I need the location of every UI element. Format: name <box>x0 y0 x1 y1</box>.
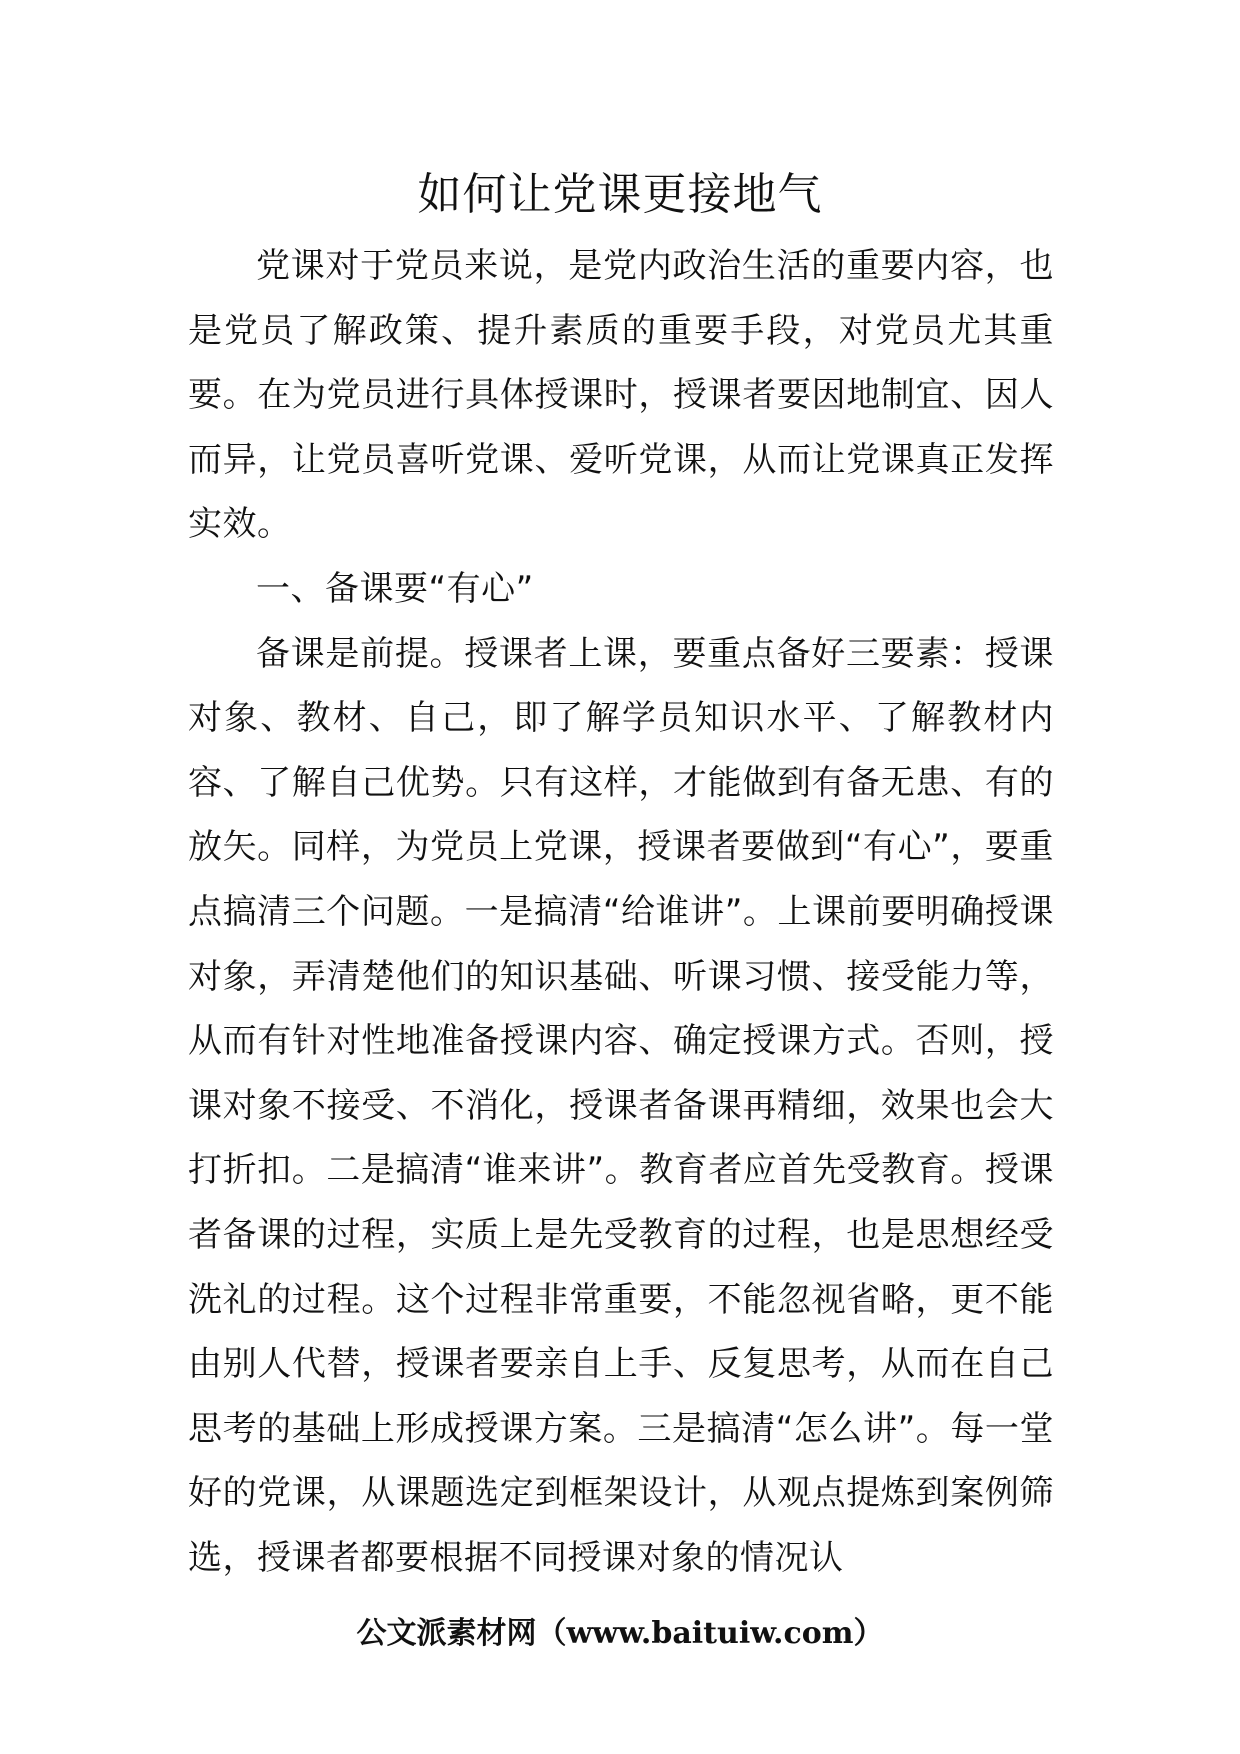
document-body <box>188 234 1054 1590</box>
document-title: 如何让党课更接地气 <box>417 169 823 220</box>
section-heading: 一、备课要“有心” <box>256 568 534 609</box>
intro-paragraph: 党课对于党员来说，是党内政治生活的重要内容，也是党员了解政策、提升素质的重要手段，对党员尤其重要。在为党员进行具体授课时，授课者要因地制宜、因人而异，让党员喜听党课、爱听党课，从而让党课真正发挥实效。 <box>188 246 1054 545</box>
body-paragraph: 备课是前提。授课者上课，要重点备好三要素：授课对象、教材、自己，即了解学员知识水平、了解教材内容、了解自己优势。只有这样，才能做到有备无患、有的放矢。同样，为党员上党课，授课者要做到“有心”，要重点搞清三个问题。一是搞清“给谁讲”。上课前要明确授课对象，弄清楚他们的知识基础、听课习惯、接受能力等，从而有针对性地准备授课内容、确定授课方式。否则，授课对象不接受、不消化，授课者备课再精细，效果也会大打折扣。二是搞清“谁来讲”。教育者应首先受教育。授课者备课的过程，实质上是先受教育的过程，也是思想经受洗礼的过程。这个过程非常重要，不能忽视省略，更不能由别人代替，授课者要亲自上手、反复思考，从而在自己思考的基础上形成授课方案。三是搞清“怎么讲”。每一堂好的党课，从课题选定到框架设计，从观点提炼到案例筛选，授课者都要根据不同授课对象的情况认 <box>188 633 1054 1578</box>
footer-watermark: 公文派素材网（www.baituiw.com） <box>356 1616 884 1651</box>
